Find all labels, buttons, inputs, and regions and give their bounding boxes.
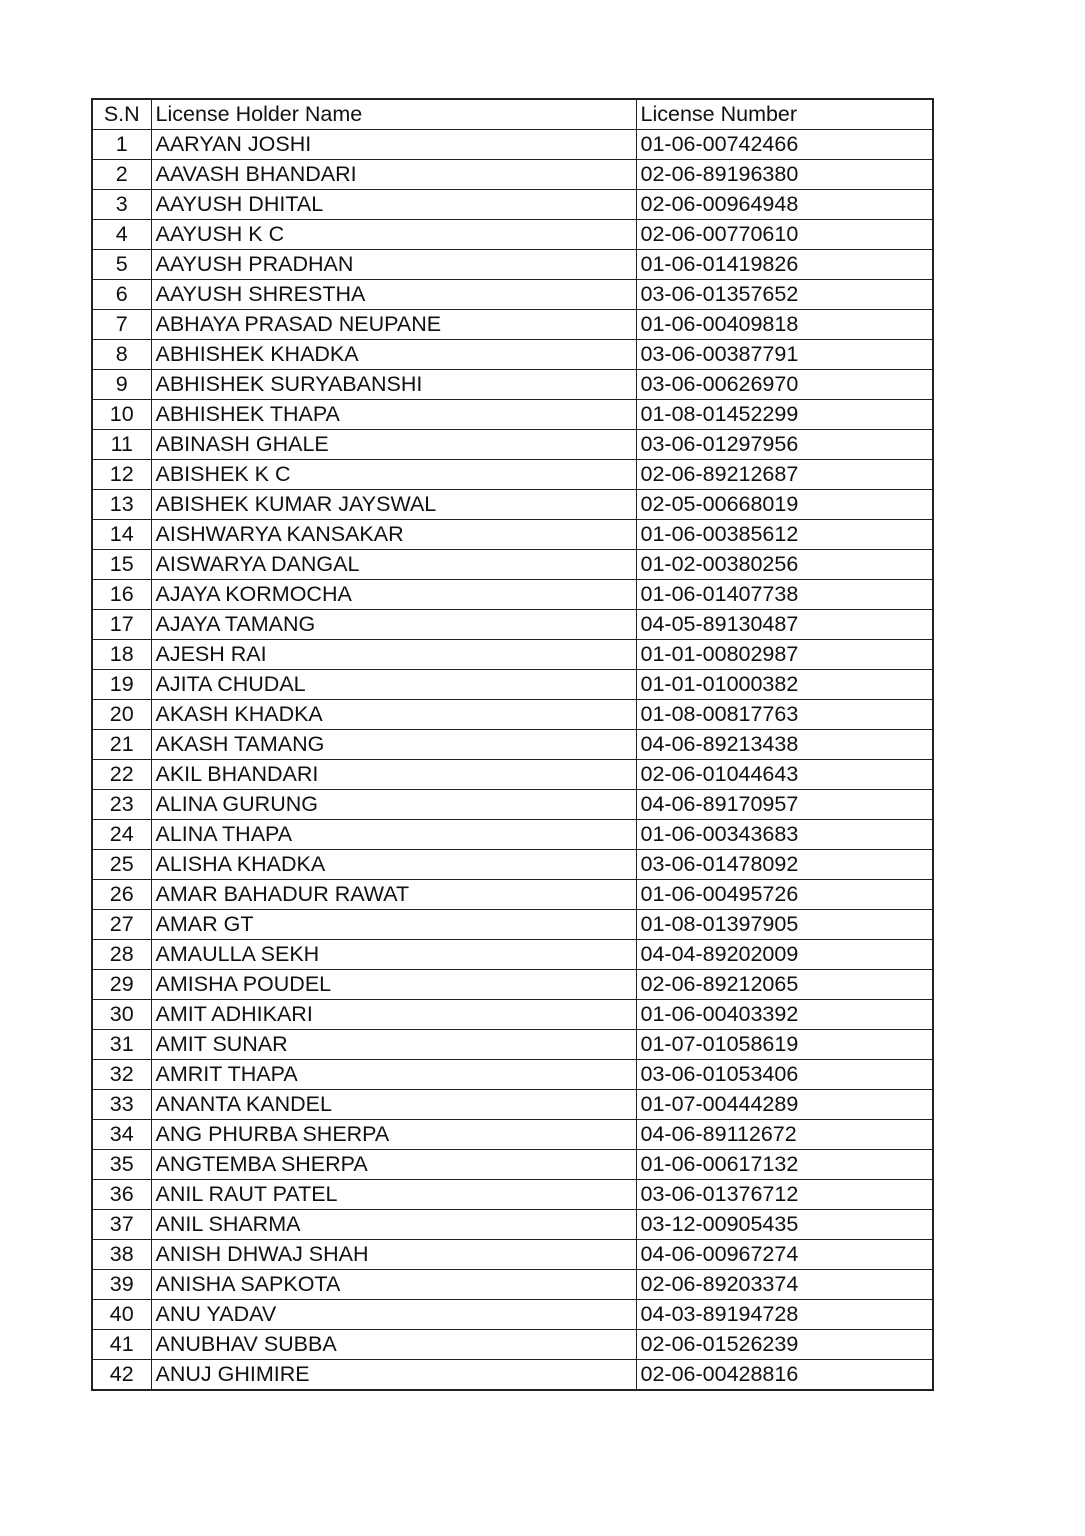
table-row — [92, 1090, 933, 1120]
license-holder-name-cell: ANG PHURBA SHERPA — [151, 1120, 636, 1150]
license-number-cell: 01-06-00617132 — [636, 1150, 933, 1180]
table-row — [92, 760, 933, 790]
serial-number-cell: 1 — [92, 130, 151, 160]
serial-number-cell: 2 — [92, 160, 151, 190]
license-holder-name-cell: AJITA CHUDAL — [151, 670, 636, 700]
table-row — [92, 1270, 933, 1300]
license-number-cell: 01-08-01397905 — [636, 910, 933, 940]
table-row — [92, 790, 933, 820]
serial-number-cell: 19 — [92, 670, 151, 700]
license-holder-name-cell: AAYUSH K C — [151, 220, 636, 250]
serial-number-cell: 38 — [92, 1240, 151, 1270]
table-row — [92, 340, 933, 370]
license-holder-name-cell: ANGTEMBA SHERPA — [151, 1150, 636, 1180]
header-license-holder-name: License Holder Name — [151, 99, 636, 130]
license-number-cell: 02-05-00668019 — [636, 490, 933, 520]
header-license-number: License Number — [636, 99, 933, 130]
serial-number-cell: 10 — [92, 400, 151, 430]
table-row — [92, 130, 933, 160]
license-holder-name-cell: AAYUSH SHRESTHA — [151, 280, 636, 310]
license-holder-name-cell: ABHISHEK SURYABANSHI — [151, 370, 636, 400]
license-holder-name-cell: AAVASH BHANDARI — [151, 160, 636, 190]
serial-number-cell: 5 — [92, 250, 151, 280]
table-row — [92, 310, 933, 340]
license-holder-name-cell: AJESH RAI — [151, 640, 636, 670]
license-number-cell: 04-06-00967274 — [636, 1240, 933, 1270]
serial-number-cell: 13 — [92, 490, 151, 520]
license-number-cell: 03-06-00387791 — [636, 340, 933, 370]
serial-number-cell: 25 — [92, 850, 151, 880]
serial-number-cell: 37 — [92, 1210, 151, 1240]
table-row — [92, 640, 933, 670]
table-row — [92, 670, 933, 700]
table-row — [92, 250, 933, 280]
serial-number-cell: 17 — [92, 610, 151, 640]
serial-number-cell: 18 — [92, 640, 151, 670]
license-holder-name-cell: ANUJ GHIMIRE — [151, 1360, 636, 1391]
license-number-cell: 02-06-00428816 — [636, 1360, 933, 1391]
license-holder-name-cell: ANANTA KANDEL — [151, 1090, 636, 1120]
license-number-cell: 03-06-00626970 — [636, 370, 933, 400]
license-holder-name-cell: AMAR BAHADUR RAWAT — [151, 880, 636, 910]
serial-number-cell: 29 — [92, 970, 151, 1000]
serial-number-cell: 8 — [92, 340, 151, 370]
serial-number-cell: 28 — [92, 940, 151, 970]
table-row — [92, 700, 933, 730]
license-holder-name-cell: ABHAYA PRASAD NEUPANE — [151, 310, 636, 340]
serial-number-cell: 35 — [92, 1150, 151, 1180]
license-holder-name-cell: ABISHEK K C — [151, 460, 636, 490]
license-number-cell: 03-06-01357652 — [636, 280, 933, 310]
table-row — [92, 1000, 933, 1030]
table-body — [92, 130, 933, 1391]
license-number-cell: 01-06-01419826 — [636, 250, 933, 280]
serial-number-cell: 32 — [92, 1060, 151, 1090]
license-number-cell: 01-02-00380256 — [636, 550, 933, 580]
license-holder-name-cell: AISHWARYA KANSAKAR — [151, 520, 636, 550]
table-row — [92, 1060, 933, 1090]
table-row — [92, 1150, 933, 1180]
table-row — [92, 820, 933, 850]
table-row — [92, 460, 933, 490]
license-holder-name-cell: ANIL SHARMA — [151, 1210, 636, 1240]
license-holder-name-cell: ANISH DHWAJ SHAH — [151, 1240, 636, 1270]
table-row — [92, 1330, 933, 1360]
license-number-cell: 01-06-00742466 — [636, 130, 933, 160]
serial-number-cell: 36 — [92, 1180, 151, 1210]
license-number-cell: 01-06-00343683 — [636, 820, 933, 850]
license-number-cell: 01-06-00409818 — [636, 310, 933, 340]
serial-number-cell: 39 — [92, 1270, 151, 1300]
license-holder-name-cell: AMAULLA SEKH — [151, 940, 636, 970]
serial-number-cell: 24 — [92, 820, 151, 850]
table-row — [92, 520, 933, 550]
serial-number-cell: 14 — [92, 520, 151, 550]
table-row — [92, 1180, 933, 1210]
serial-number-cell: 33 — [92, 1090, 151, 1120]
license-number-cell: 04-06-89213438 — [636, 730, 933, 760]
license-number-cell: 02-06-00770610 — [636, 220, 933, 250]
serial-number-cell: 30 — [92, 1000, 151, 1030]
license-number-cell: 01-07-01058619 — [636, 1030, 933, 1060]
license-holder-name-cell: AKASH KHADKA — [151, 700, 636, 730]
serial-number-cell: 21 — [92, 730, 151, 760]
serial-number-cell: 27 — [92, 910, 151, 940]
serial-number-cell: 9 — [92, 370, 151, 400]
serial-number-cell: 6 — [92, 280, 151, 310]
license-holder-name-cell: ANIL RAUT PATEL — [151, 1180, 636, 1210]
serial-number-cell: 20 — [92, 700, 151, 730]
serial-number-cell: 16 — [92, 580, 151, 610]
license-number-cell: 01-01-01000382 — [636, 670, 933, 700]
license-number-cell: 03-12-00905435 — [636, 1210, 933, 1240]
license-holder-name-cell: ALINA GURUNG — [151, 790, 636, 820]
license-holder-name-cell: AAYUSH DHITAL — [151, 190, 636, 220]
serial-number-cell: 34 — [92, 1120, 151, 1150]
table-row — [92, 400, 933, 430]
table-row — [92, 1120, 933, 1150]
serial-number-cell: 22 — [92, 760, 151, 790]
license-number-cell: 04-03-89194728 — [636, 1300, 933, 1330]
license-number-cell: 02-06-89212687 — [636, 460, 933, 490]
serial-number-cell: 7 — [92, 310, 151, 340]
serial-number-cell: 3 — [92, 190, 151, 220]
license-holder-name-cell: AARYAN JOSHI — [151, 130, 636, 160]
license-holder-name-cell: ABHISHEK KHADKA — [151, 340, 636, 370]
header-serial-number: S.N — [92, 99, 151, 130]
license-holder-name-cell: ANUBHAV SUBBA — [151, 1330, 636, 1360]
license-holder-name-cell: AAYUSH PRADHAN — [151, 250, 636, 280]
license-holder-name-cell: AMRIT THAPA — [151, 1060, 636, 1090]
license-number-cell: 03-06-01376712 — [636, 1180, 933, 1210]
serial-number-cell: 42 — [92, 1360, 151, 1391]
table-row — [92, 850, 933, 880]
serial-number-cell: 12 — [92, 460, 151, 490]
table-row — [92, 220, 933, 250]
table-row — [92, 940, 933, 970]
license-number-cell: 02-06-89203374 — [636, 1270, 933, 1300]
table-row — [92, 580, 933, 610]
license-number-cell: 02-06-01526239 — [636, 1330, 933, 1360]
license-holder-name-cell: ANU YADAV — [151, 1300, 636, 1330]
serial-number-cell: 26 — [92, 880, 151, 910]
table-row — [92, 880, 933, 910]
serial-number-cell: 4 — [92, 220, 151, 250]
table-row — [92, 1360, 933, 1391]
license-number-cell: 03-06-01053406 — [636, 1060, 933, 1090]
license-number-cell: 04-06-89112672 — [636, 1120, 933, 1150]
license-number-cell: 02-06-00964948 — [636, 190, 933, 220]
license-holder-name-cell: AMAR GT — [151, 910, 636, 940]
license-holder-name-cell: AMIT ADHIKARI — [151, 1000, 636, 1030]
license-holder-name-cell: ANISHA SAPKOTA — [151, 1270, 636, 1300]
license-holder-name-cell: ALISHA KHADKA — [151, 850, 636, 880]
license-number-cell: 01-01-00802987 — [636, 640, 933, 670]
license-holder-name-cell: ABHISHEK THAPA — [151, 400, 636, 430]
license-number-cell: 02-06-01044643 — [636, 760, 933, 790]
license-number-cell: 01-06-00403392 — [636, 1000, 933, 1030]
table-row — [92, 1030, 933, 1060]
table-row — [92, 970, 933, 1000]
license-number-cell: 04-05-89130487 — [636, 610, 933, 640]
license-number-cell: 04-06-89170957 — [636, 790, 933, 820]
license-number-cell: 04-04-89202009 — [636, 940, 933, 970]
serial-number-cell: 23 — [92, 790, 151, 820]
serial-number-cell: 41 — [92, 1330, 151, 1360]
license-holder-name-cell: AMISHA POUDEL — [151, 970, 636, 1000]
serial-number-cell: 40 — [92, 1300, 151, 1330]
license-holder-name-cell: AJAYA TAMANG — [151, 610, 636, 640]
license-number-cell: 01-07-00444289 — [636, 1090, 933, 1120]
serial-number-cell: 15 — [92, 550, 151, 580]
table-row — [92, 910, 933, 940]
license-holder-name-cell: ALINA THAPA — [151, 820, 636, 850]
table-row — [92, 490, 933, 520]
license-holder-name-cell: AMIT SUNAR — [151, 1030, 636, 1060]
license-holder-name-cell: ABINASH GHALE — [151, 430, 636, 460]
license-number-cell: 01-06-01407738 — [636, 580, 933, 610]
table-row — [92, 280, 933, 310]
table-row — [92, 730, 933, 760]
license-holder-name-cell: ABISHEK KUMAR JAYSWAL — [151, 490, 636, 520]
license-number-cell: 02-06-89212065 — [636, 970, 933, 1000]
table-row — [92, 610, 933, 640]
table-row — [92, 1300, 933, 1330]
license-holder-name-cell: AKASH TAMANG — [151, 730, 636, 760]
table-row — [92, 1240, 933, 1270]
table-row — [92, 190, 933, 220]
license-number-cell: 01-08-00817763 — [636, 700, 933, 730]
license-number-cell: 01-06-00495726 — [636, 880, 933, 910]
license-number-cell: 01-06-00385612 — [636, 520, 933, 550]
serial-number-cell: 31 — [92, 1030, 151, 1060]
serial-number-cell: 11 — [92, 430, 151, 460]
license-table — [91, 98, 934, 1391]
license-number-cell: 03-06-01478092 — [636, 850, 933, 880]
table-row — [92, 1210, 933, 1240]
table-row — [92, 430, 933, 460]
license-number-cell: 02-06-89196380 — [636, 160, 933, 190]
table-row — [92, 160, 933, 190]
license-number-cell: 03-06-01297956 — [636, 430, 933, 460]
license-holder-name-cell: AJAYA KORMOCHA — [151, 580, 636, 610]
table-row — [92, 370, 933, 400]
table-header-row — [92, 99, 933, 130]
table-row — [92, 550, 933, 580]
license-number-cell: 01-08-01452299 — [636, 400, 933, 430]
license-holder-name-cell: AISWARYA DANGAL — [151, 550, 636, 580]
license-holder-name-cell: AKIL BHANDARI — [151, 760, 636, 790]
